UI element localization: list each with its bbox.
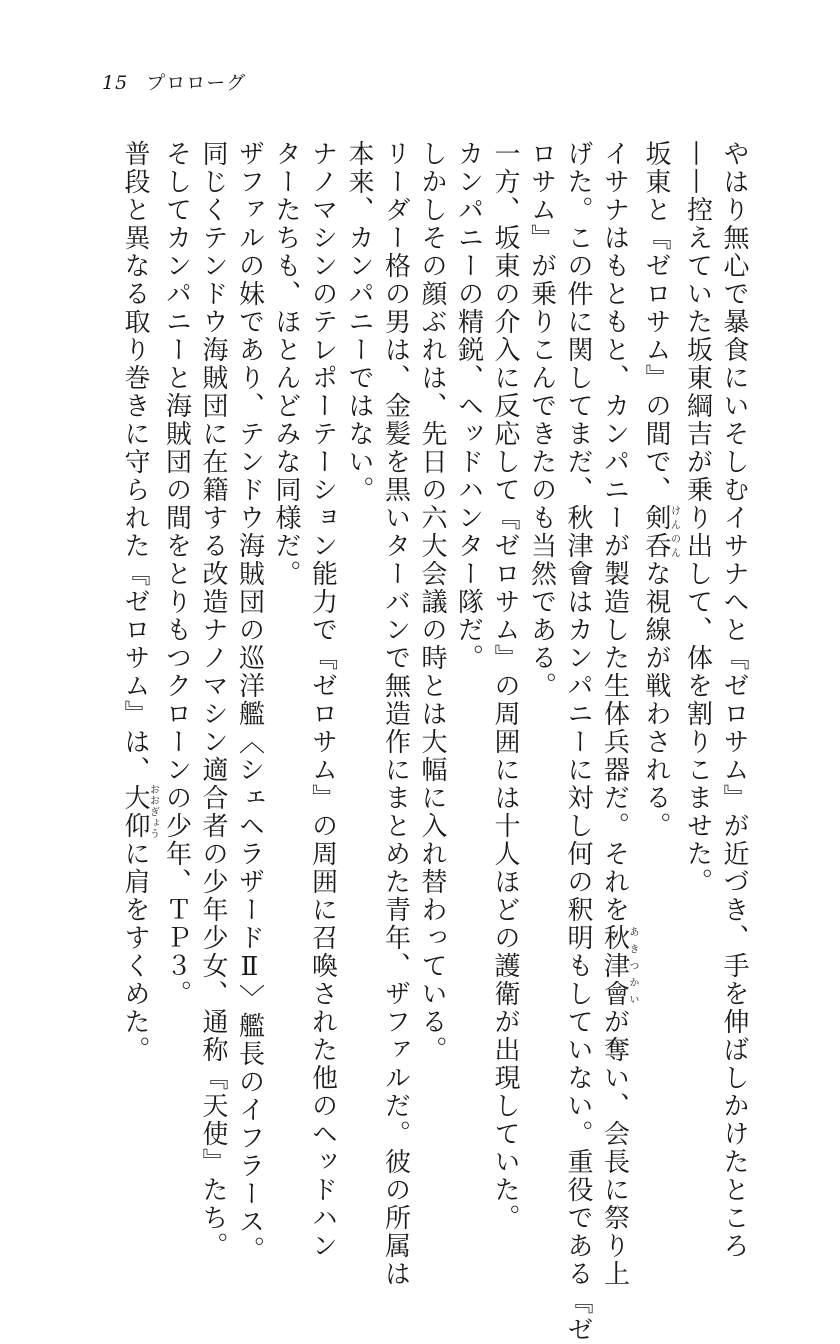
- text-line-11: 本来、カンパニーではない。: [344, 140, 374, 504]
- section-title: プロローグ: [146, 72, 247, 94]
- text-line-2: ——控えていた坂東綱吉が乗り出して、体を割りこませた。: [682, 140, 713, 896]
- text-line-17: 普段と異なる取り巻きに守られた『ゼロサム』は、大仰おおぎょうに肩をすくめた。: [120, 140, 159, 1064]
- text-line-14: ザファルの妹であり、テンドウ海賊団の巡洋艦〈シェヘラザードⅡ〉艦長のイフラース。: [234, 140, 265, 1264]
- text-line-12: ナノマシンのテレポーテーション能力で『ゼロサム』の周囲に召喚された他のヘッドハン: [307, 140, 338, 1260]
- ruby-kennon: 剣呑けんのん: [641, 504, 680, 560]
- page-number: 15: [102, 72, 129, 94]
- running-header: [102, 68, 246, 95]
- body-text: [92, 140, 752, 1344]
- text-line-15: 同じくテンドウ海賊団に在籍する改造ナノマシン適合者の少年少女、通称『天使』たち。: [198, 140, 228, 1260]
- text-line-10: リーダー格の男は、金髪を黒いターバンで無造作にまとめた青年、ザファルだ。彼の所属は: [380, 140, 411, 1288]
- ruby-reading-kennon: けんのん: [668, 504, 680, 560]
- text-line-16: そしてカンパニーと海賊団の間をとりもつクローンの少年、ＴＰ３。: [161, 140, 192, 1008]
- ruby-reading-akitsukai: あきつかい: [627, 924, 638, 1008]
- ruby-reading-oogyou: おおぎょう: [147, 784, 159, 840]
- text-line-8: カンパニーの精鋭、ヘッドハンター隊だ。: [453, 140, 484, 672]
- ruby-oogyou: 大仰おおぎょう: [120, 784, 159, 840]
- text-line-6: ロサム』が乗りこんできたのも当然である。: [526, 140, 557, 700]
- text-line-7: 一方、坂東の介入に反応して『ゼロサム』の周囲には十人ほどの護衛が出現していた。: [490, 140, 520, 1232]
- text-line-13: ターたちも、ほとんどみな同様だ。: [271, 140, 301, 588]
- text-line-4: イサナはもともと、カンパニーが製造した生体兵器だ。それを秋津會あきつかいが奪い、会長に祭り上: [599, 140, 638, 1288]
- text-line-5: げた。この件に関してまだ、秋津會はカンパニーに対し何の釈明もしていない。重役である『ゼ: [563, 140, 593, 1344]
- ruby-akitsukai: 秋津會あきつかい: [599, 924, 638, 1008]
- text-line-1: やはり無心で暴食にいそしむイサナへと『ゼロサム』が近づき、手を伸ばしかけたところ: [719, 140, 749, 1260]
- text-line-3: 坂東と『ゼロサム』の間で、剣呑けんのんな視線が戦わされる。: [641, 140, 680, 840]
- text-line-9: しかしその顔ぶれは、先日の六大会議の時とは大幅に入れ替わっている。: [417, 140, 447, 1064]
